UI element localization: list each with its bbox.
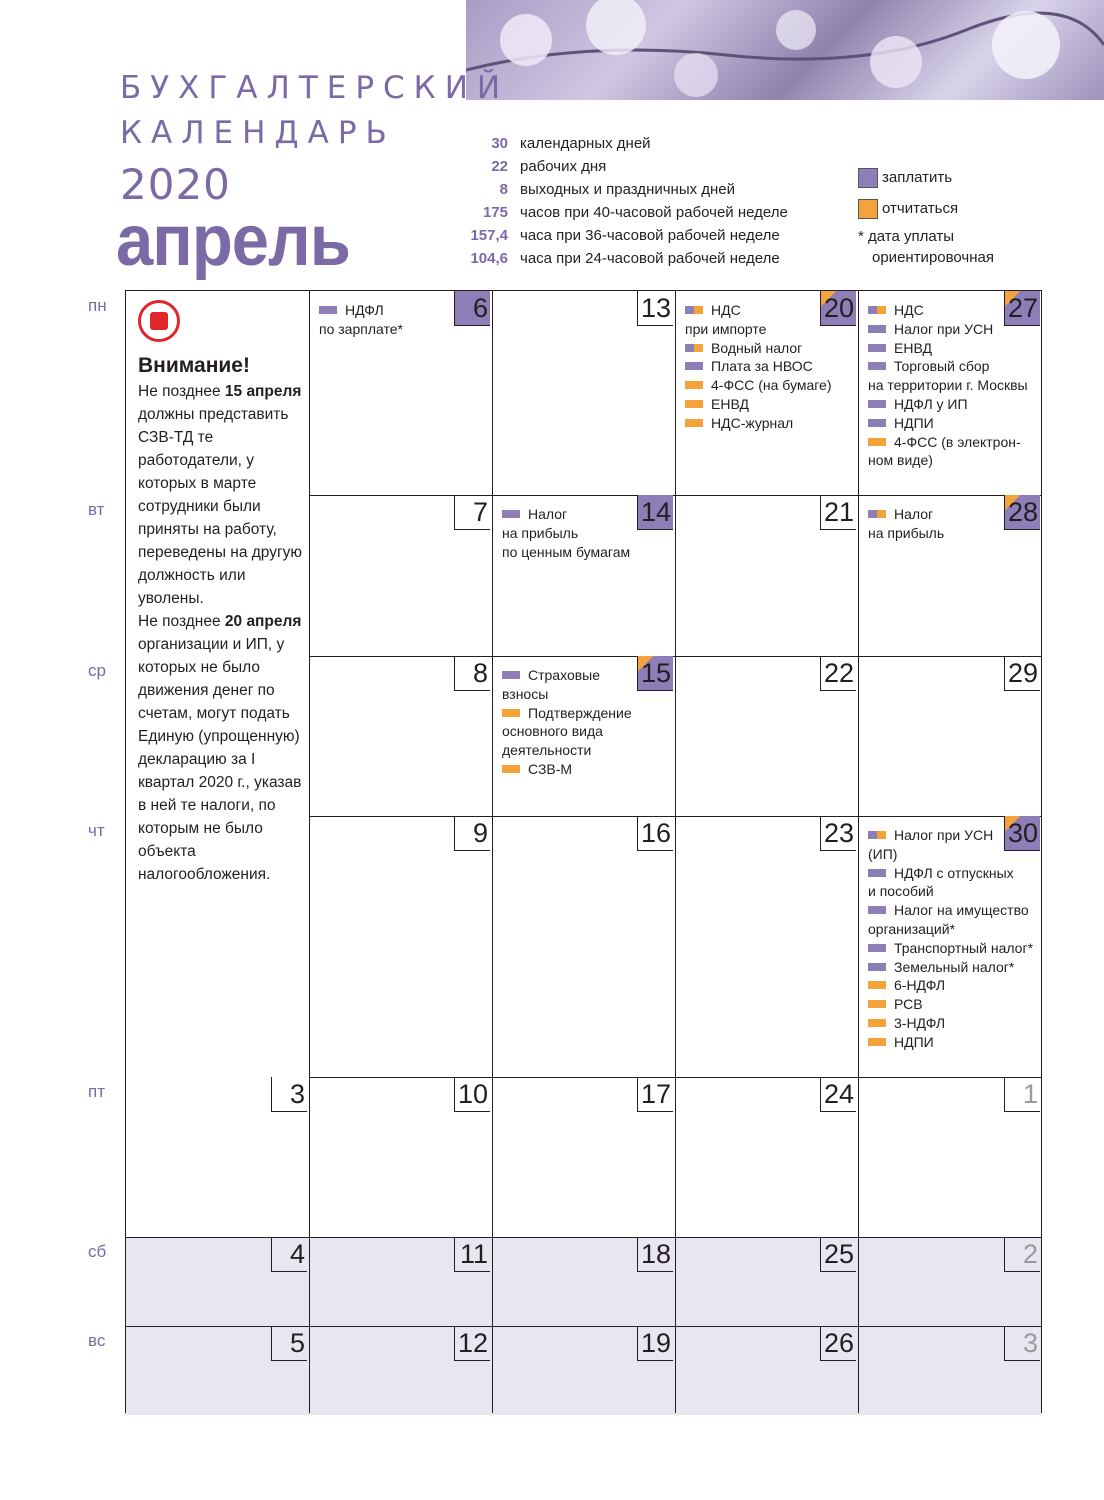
day-number: 1 bbox=[1004, 1077, 1040, 1112]
day-cell[interactable] bbox=[309, 656, 492, 816]
day-cell[interactable] bbox=[675, 656, 858, 816]
deadline-item bbox=[685, 357, 850, 376]
deadline-item bbox=[868, 395, 1034, 414]
day-cell[interactable] bbox=[309, 816, 492, 1077]
deadline-text: Налог при УСН bbox=[894, 320, 994, 337]
legend-footnote bbox=[858, 226, 994, 268]
day-number: 28 bbox=[1004, 495, 1040, 530]
day-cell[interactable] bbox=[309, 291, 492, 495]
pay-report-marker-icon bbox=[685, 306, 703, 314]
day-number: 5 bbox=[271, 1326, 307, 1361]
pay-report-marker-icon bbox=[868, 510, 886, 518]
stat-row bbox=[458, 155, 788, 178]
deadline-text: НДС bbox=[894, 302, 924, 318]
pay-report-marker-icon bbox=[685, 344, 703, 352]
day-number: 16 bbox=[637, 816, 673, 851]
deadline-item bbox=[685, 320, 850, 339]
deadline-item bbox=[502, 704, 667, 723]
pay-report-marker-icon bbox=[868, 306, 886, 314]
pay-marker-icon bbox=[868, 362, 886, 370]
deadline-item bbox=[868, 357, 1034, 376]
legend bbox=[858, 162, 958, 224]
day-cell[interactable] bbox=[858, 495, 1042, 656]
stat-number: 8 bbox=[499, 181, 508, 198]
deadline-item bbox=[502, 685, 667, 704]
weekday-label: ср bbox=[88, 661, 106, 680]
deadline-list bbox=[685, 301, 850, 433]
day-number: 12 bbox=[454, 1326, 490, 1361]
deadline-text: Подтверждение bbox=[528, 704, 632, 721]
stat-row bbox=[458, 178, 788, 201]
day-cell[interactable] bbox=[858, 1077, 1042, 1237]
weekday-label: вт bbox=[88, 500, 105, 519]
stat-row bbox=[458, 132, 788, 155]
deadline-item bbox=[868, 864, 1034, 883]
deadline-list bbox=[868, 505, 1034, 543]
deadline-text: Водный налог bbox=[711, 339, 803, 356]
stat-row bbox=[458, 247, 788, 270]
deadline-text: организаций* bbox=[868, 920, 956, 937]
deadline-item bbox=[319, 301, 484, 320]
day-cell[interactable] bbox=[125, 1077, 309, 1237]
deadline-text: СЗВ-М bbox=[528, 760, 573, 777]
deadline-text: на территории г. Москвы bbox=[868, 377, 1028, 394]
deadline-item bbox=[502, 741, 667, 760]
day-number: 11 bbox=[454, 1237, 490, 1272]
pay-marker-icon bbox=[868, 419, 886, 427]
deadline-text: взносы bbox=[502, 685, 549, 702]
deadline-text: по зарплате* bbox=[319, 320, 403, 337]
deadline-item bbox=[502, 524, 667, 543]
deadline-text: НДС bbox=[711, 302, 741, 318]
day-number: 8 bbox=[454, 656, 490, 691]
stat-text: календарных дней bbox=[520, 135, 651, 152]
deadline-text: основного вида bbox=[502, 723, 603, 740]
day-cell[interactable] bbox=[309, 1077, 492, 1237]
day-number: 25 bbox=[820, 1237, 856, 1272]
pay-report-marker-icon bbox=[868, 831, 886, 839]
pay-marker-icon bbox=[868, 944, 886, 952]
day-cell[interactable] bbox=[858, 291, 1042, 495]
deadline-item bbox=[868, 433, 1034, 452]
pay-marker-icon bbox=[319, 306, 337, 314]
day-cell[interactable] bbox=[492, 656, 675, 816]
stat-number: 30 bbox=[491, 135, 508, 152]
deadline-text: Налог на имущество bbox=[894, 902, 1029, 919]
day-number: 20 bbox=[820, 291, 856, 326]
pay-color-swatch bbox=[858, 168, 878, 188]
weekday-label: сб bbox=[88, 1242, 107, 1261]
deadline-list bbox=[502, 666, 667, 779]
deadline-item bbox=[868, 339, 1034, 358]
deadline-text: Торговый сбор bbox=[894, 358, 990, 375]
report-marker-icon bbox=[502, 709, 520, 717]
deadline-text: ном виде) bbox=[868, 452, 933, 469]
legend-report bbox=[858, 193, 958, 224]
deadline-text: на прибыль bbox=[502, 524, 579, 541]
stat-text: часов при 40-часовой рабочей неделе bbox=[520, 204, 788, 221]
deadline-text: деятельности bbox=[502, 742, 592, 759]
day-number: 3 bbox=[1004, 1326, 1040, 1361]
pay-marker-icon bbox=[502, 510, 520, 518]
deadline-item bbox=[868, 524, 1034, 543]
day-number: 3 bbox=[271, 1077, 307, 1112]
deadline-list bbox=[319, 301, 484, 339]
deadline-text: (ИП) bbox=[868, 845, 898, 862]
deadline-item bbox=[685, 395, 850, 414]
report-marker-icon bbox=[868, 1019, 886, 1027]
report-marker-icon bbox=[868, 1038, 886, 1046]
day-cell[interactable] bbox=[492, 495, 675, 656]
report-marker-icon bbox=[685, 400, 703, 408]
day-number: 19 bbox=[637, 1326, 673, 1361]
deadline-item bbox=[868, 826, 1034, 845]
stat-row bbox=[458, 224, 788, 247]
pay-marker-icon bbox=[868, 869, 886, 877]
deadline-text: НДФЛ bbox=[345, 302, 384, 318]
deadline-item bbox=[868, 1033, 1034, 1052]
deadline-item bbox=[502, 505, 667, 524]
deadline-text: ЕНВД bbox=[894, 339, 932, 356]
weekday-label: пн bbox=[88, 296, 107, 315]
day-number: 9 bbox=[454, 816, 490, 851]
day-number: 15 bbox=[637, 656, 673, 691]
notice-p2-date: 20 апреля bbox=[224, 613, 302, 630]
deadline-item bbox=[502, 722, 667, 741]
day-cell[interactable] bbox=[675, 1237, 858, 1326]
report-marker-icon bbox=[685, 381, 703, 389]
day-cell[interactable] bbox=[675, 495, 858, 656]
deadline-text: РСВ bbox=[894, 996, 923, 1013]
deadline-item bbox=[868, 414, 1034, 433]
deadline-item bbox=[868, 845, 1034, 864]
report-marker-icon bbox=[502, 765, 520, 773]
stat-text: часа при 36-часовой рабочей неделе bbox=[520, 227, 780, 244]
deadline-text: и пособий bbox=[868, 883, 934, 900]
footnote-line1: * дата уплаты bbox=[858, 228, 955, 245]
deadline-text: Земельный налог* bbox=[894, 958, 1015, 975]
deadline-item bbox=[868, 882, 1034, 901]
day-number: 17 bbox=[637, 1077, 673, 1112]
deadline-text: Страховые bbox=[528, 667, 601, 683]
deadline-item bbox=[868, 958, 1034, 977]
deadline-item bbox=[685, 339, 850, 358]
header-photo bbox=[466, 0, 1104, 100]
day-cell[interactable] bbox=[675, 291, 858, 495]
deadline-item bbox=[868, 995, 1034, 1014]
deadline-item bbox=[319, 320, 484, 339]
legend-pay-label: заплатить bbox=[882, 169, 953, 186]
day-number: 27 bbox=[1004, 291, 1040, 326]
day-cell[interactable] bbox=[125, 1237, 309, 1326]
deadline-item bbox=[502, 666, 667, 685]
notice-title: Внимание! bbox=[138, 354, 250, 377]
deadline-text: при импорте bbox=[685, 320, 767, 337]
pay-marker-icon bbox=[868, 963, 886, 971]
deadline-item bbox=[868, 451, 1034, 470]
deadline-list bbox=[868, 301, 1034, 470]
day-number: 2 bbox=[1004, 1237, 1040, 1272]
stat-row bbox=[458, 201, 788, 224]
deadline-text: по ценным бумагам bbox=[502, 543, 631, 560]
title-line1: БУХГАЛТЕРСКИЙ bbox=[120, 70, 510, 106]
deadline-text: Налог bbox=[528, 506, 568, 522]
pay-marker-icon bbox=[868, 906, 886, 914]
day-number: 23 bbox=[820, 816, 856, 851]
day-number: 26 bbox=[820, 1326, 856, 1361]
weekday-label: пт bbox=[88, 1082, 105, 1101]
day-number: 13 bbox=[637, 291, 673, 326]
pay-marker-icon bbox=[685, 362, 703, 370]
pay-marker-icon bbox=[868, 325, 886, 333]
footnote-line2: ориентировочная bbox=[872, 249, 994, 266]
deadline-item bbox=[868, 301, 1034, 320]
day-number: 14 bbox=[637, 495, 673, 530]
stop-icon bbox=[138, 300, 180, 342]
day-number: 7 bbox=[454, 495, 490, 530]
stat-number: 22 bbox=[491, 158, 508, 175]
pay-marker-icon bbox=[502, 671, 520, 679]
deadline-text: НДС-журнал bbox=[711, 414, 794, 431]
deadline-item bbox=[868, 320, 1034, 339]
title-line2: КАЛЕНДАРЬ bbox=[120, 115, 396, 151]
deadline-text: НДФЛ у ИП bbox=[894, 395, 968, 412]
day-cell[interactable] bbox=[858, 656, 1042, 816]
day-cell[interactable] bbox=[309, 1237, 492, 1326]
notice-p1-prefix: Не позднее bbox=[138, 383, 225, 400]
day-cell[interactable] bbox=[492, 1237, 675, 1326]
stat-text: рабочих дня bbox=[520, 158, 607, 175]
day-cell[interactable] bbox=[675, 816, 858, 1077]
deadline-item bbox=[685, 414, 850, 433]
day-cell[interactable] bbox=[858, 1326, 1042, 1415]
deadline-text: 3-НДФЛ bbox=[894, 1014, 946, 1031]
day-number: 18 bbox=[637, 1237, 673, 1272]
stat-number: 175 bbox=[482, 204, 508, 221]
pay-marker-icon bbox=[868, 400, 886, 408]
month-stats bbox=[458, 132, 788, 270]
deadline-item bbox=[868, 976, 1034, 995]
day-cell[interactable] bbox=[492, 1326, 675, 1415]
day-number: 4 bbox=[271, 1237, 307, 1272]
stat-number: 104,6 bbox=[470, 250, 508, 267]
day-cell[interactable] bbox=[492, 816, 675, 1077]
deadline-item bbox=[502, 760, 667, 779]
stat-text: выходных и праздничных дней bbox=[520, 181, 736, 198]
weekday-label: вс bbox=[88, 1331, 106, 1350]
deadline-text: Налог bbox=[894, 506, 934, 522]
day-number: 6 bbox=[454, 291, 490, 326]
deadline-text: 4-ФСС (в электрон- bbox=[894, 433, 1021, 450]
pay-marker-icon bbox=[868, 344, 886, 352]
deadline-list bbox=[868, 826, 1034, 1052]
notice-p2-body: организации и ИП, у которых не было движения денег по счетам, могут подать Единую (упрощенную) декларацию за I квартал 2020 г., указав в ней те налоги, по которым не было объекта налогообложения. bbox=[138, 636, 302, 883]
legend-pay bbox=[858, 162, 958, 193]
deadline-text: Плата за НВОС bbox=[711, 358, 813, 375]
day-number: 21 bbox=[820, 495, 856, 530]
deadline-text: НДФЛ с отпускных bbox=[894, 864, 1014, 881]
day-cell[interactable] bbox=[858, 816, 1042, 1077]
day-cell[interactable] bbox=[675, 1077, 858, 1237]
deadline-text: Транспортный налог* bbox=[894, 939, 1034, 956]
report-marker-icon bbox=[685, 419, 703, 427]
report-marker-icon bbox=[868, 438, 886, 446]
day-number: 29 bbox=[1004, 656, 1040, 691]
legend-report-label: отчитаться bbox=[882, 200, 959, 217]
report-marker-icon bbox=[868, 981, 886, 989]
report-color-swatch bbox=[858, 199, 878, 219]
notice-p1-date: 15 апреля bbox=[224, 383, 302, 400]
deadline-item bbox=[868, 376, 1034, 395]
title-month: апрель bbox=[116, 201, 350, 281]
deadline-text: ЕНВД bbox=[711, 395, 749, 412]
notice-p2-prefix: Не позднее bbox=[138, 613, 225, 630]
title-year: 2020 bbox=[120, 160, 231, 209]
deadline-item bbox=[868, 920, 1034, 939]
day-cell[interactable] bbox=[492, 1077, 675, 1237]
day-number: 22 bbox=[820, 656, 856, 691]
deadline-text: 4-ФСС (на бумаге) bbox=[711, 377, 832, 394]
deadline-item bbox=[868, 505, 1034, 524]
weekday-label: чт bbox=[88, 821, 105, 840]
deadline-item bbox=[502, 543, 667, 562]
deadline-item bbox=[868, 939, 1034, 958]
stat-text: часа при 24-часовой рабочей неделе bbox=[520, 250, 780, 267]
deadline-item bbox=[868, 901, 1034, 920]
day-cell[interactable] bbox=[309, 495, 492, 656]
willow-branch-image bbox=[466, 0, 1104, 100]
deadline-text: Налог при УСН bbox=[894, 827, 994, 843]
deadline-text: на прибыль bbox=[868, 524, 945, 541]
deadline-item bbox=[685, 376, 850, 395]
day-cell[interactable] bbox=[125, 1326, 309, 1415]
report-marker-icon bbox=[868, 1000, 886, 1008]
day-cell[interactable] bbox=[492, 291, 675, 495]
deadline-text: НДПИ bbox=[894, 414, 934, 431]
day-cell[interactable] bbox=[675, 1326, 858, 1415]
stat-number: 157,4 bbox=[470, 227, 508, 244]
day-number: 24 bbox=[820, 1077, 856, 1112]
day-number: 30 bbox=[1004, 816, 1040, 851]
deadline-item bbox=[868, 1014, 1034, 1033]
deadline-text: 6-НДФЛ bbox=[894, 977, 946, 994]
notice-p1-body: должны представить СЗВ-ТД те работодатели, у которых в марте сотрудники были приняты на работу, переведены на другую должность или уволены. bbox=[138, 406, 303, 607]
deadline-text: НДПИ bbox=[894, 1033, 934, 1050]
deadline-item bbox=[685, 301, 850, 320]
notice-panel bbox=[138, 300, 303, 886]
day-cell[interactable] bbox=[858, 1237, 1042, 1326]
day-cell[interactable] bbox=[309, 1326, 492, 1415]
deadline-list bbox=[502, 505, 667, 561]
day-number: 10 bbox=[454, 1077, 490, 1112]
notice-text bbox=[138, 380, 303, 886]
